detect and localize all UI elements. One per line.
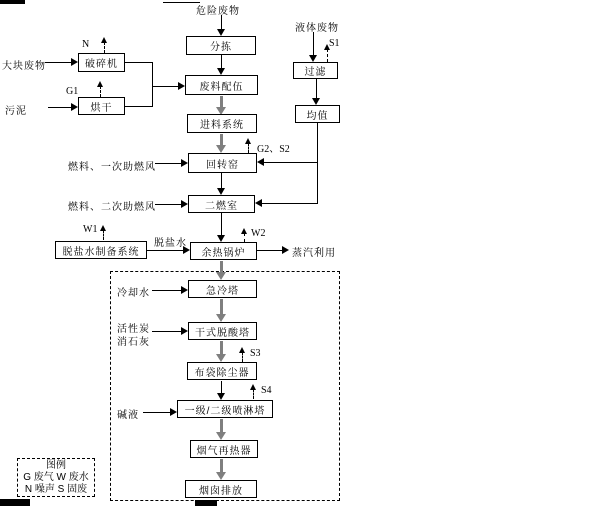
flow-line [221, 15, 222, 30]
arrowhead-up [250, 384, 256, 390]
flow-line-bulk [220, 459, 223, 472]
label-emission-s4: S4 [261, 385, 272, 396]
arrowhead-up [239, 347, 245, 353]
legend-box [17, 458, 95, 497]
arrowhead-right [71, 58, 78, 66]
arrowhead-down [309, 55, 317, 62]
flow-line [48, 107, 71, 108]
arrowhead-down [216, 314, 226, 322]
node-gas-reheater: 烟气再热器 [190, 440, 258, 458]
scan-artifact-line [163, 2, 200, 3]
flow-line [152, 62, 153, 107]
emission-dashed-line [327, 49, 328, 62]
emission-dashed-line [248, 143, 249, 153]
label-emission-s3: S3 [250, 348, 261, 359]
arrowhead-down [217, 29, 225, 36]
flow-line [221, 213, 222, 235]
flue-gas-treatment-region [110, 271, 340, 501]
flow-line [152, 331, 181, 332]
arrowhead-up [101, 37, 107, 43]
arrowhead-down [216, 145, 226, 153]
scan-artifact-bar [0, 0, 25, 4]
label-alkali-solution: 碱液 [117, 410, 139, 421]
label-sludge: 污泥 [5, 106, 27, 117]
label-liquid-waste: 液体废物 [295, 23, 339, 34]
flow-line [313, 32, 314, 55]
flow-line-bulk [220, 299, 223, 314]
label-emission-w1: W1 [83, 224, 98, 235]
node-spray-tower: 一级/二级喷淋塔 [177, 400, 273, 418]
emission-dashed-line [244, 233, 245, 242]
flow-line [317, 123, 318, 203]
arrowhead-down [217, 188, 225, 195]
label-cooling-water: 冷却水 [117, 288, 150, 299]
label-bulky-waste: 大块废物 [2, 61, 46, 72]
emission-dashed-line [253, 389, 254, 399]
node-quench-tower: 急冷塔 [188, 280, 257, 298]
label-emission-w2: W2 [251, 228, 266, 239]
node-crusher: 破碎机 [78, 53, 125, 72]
arrowhead-down [312, 98, 320, 105]
flow-line [152, 86, 178, 87]
arrowhead-right [181, 159, 188, 167]
flow-line [155, 204, 181, 205]
flow-line-bulk [220, 341, 223, 354]
arrowhead-left [257, 158, 264, 166]
node-dryer: 烘干 [78, 97, 125, 115]
flow-line [264, 162, 318, 163]
flow-line [125, 62, 152, 63]
node-equalization: 均值 [295, 105, 340, 123]
legend-row-gas-water: G 废气 W 废水 [23, 471, 89, 483]
label-hazardous-waste: 危险废物 [196, 6, 240, 17]
flow-line [221, 381, 222, 393]
legend-row-noise-solid: N 噪声 S 固废 [24, 483, 88, 495]
node-bag-filter: 布袋除尘器 [187, 362, 257, 380]
flow-line [147, 250, 183, 251]
flow-line [221, 173, 222, 188]
label-emission-g2-s2: G2、S2 [257, 144, 290, 155]
node-dry-deacidification-tower: 干式脱酸塔 [188, 322, 257, 340]
arrowhead-right [181, 200, 188, 208]
label-activated-carbon: 活性炭 [117, 324, 150, 335]
node-feeding-system: 进料系统 [187, 114, 257, 133]
label-slaked-lime: 消石灰 [117, 337, 150, 348]
node-demin-water-system: 脱盐水制备系统 [55, 241, 147, 259]
arrowhead-right [178, 82, 185, 90]
arrowhead-up [97, 81, 103, 87]
label-demin-water: 脱盐水 [154, 238, 187, 249]
node-rotary-kiln: 回转窑 [188, 153, 257, 173]
emission-dashed-line [103, 230, 104, 240]
flow-line-bulk [220, 261, 223, 272]
flow-line [262, 203, 318, 204]
arrowhead-right [282, 246, 289, 254]
arrowhead-right [170, 408, 177, 416]
arrowhead-right [181, 286, 188, 294]
flow-line [45, 62, 71, 63]
scan-artifact-bar [0, 499, 30, 506]
arrowhead-up [245, 138, 251, 144]
arrowhead-down [217, 68, 225, 75]
emission-dashed-line [104, 42, 105, 53]
flow-line-bulk [220, 419, 223, 432]
label-emission-n: N [82, 39, 90, 50]
node-stack-discharge: 烟囱排放 [185, 480, 257, 498]
label-fuel-primary-air: 燃料、一次助燃风 [68, 162, 156, 173]
flow-line [257, 250, 282, 251]
flow-line [221, 55, 222, 69]
label-emission-s1: S1 [329, 38, 340, 49]
arrowhead-left [255, 199, 262, 207]
arrowhead-down [216, 272, 226, 280]
node-blending: 废料配伍 [185, 75, 258, 95]
flow-line [152, 290, 181, 291]
arrowhead-right [181, 327, 188, 335]
node-secondary-combustion-chamber: 二燃室 [188, 195, 255, 213]
arrowhead-up [241, 228, 247, 234]
node-filtration: 过滤 [293, 62, 338, 79]
emission-dashed-line [242, 352, 243, 362]
legend-title: 图例 [46, 459, 66, 471]
node-waste-heat-boiler: 余热锅炉 [190, 242, 257, 260]
label-emission-g1: G1 [66, 86, 79, 97]
flow-line [316, 79, 317, 98]
label-steam-use: 蒸汽利用 [292, 248, 336, 259]
node-sorting: 分拣 [186, 36, 256, 55]
emission-dashed-line [100, 86, 101, 97]
arrowhead-down [216, 472, 226, 480]
arrowhead-up [100, 225, 106, 231]
flow-line [143, 412, 170, 413]
flow-line [125, 106, 152, 107]
label-fuel-secondary-air: 燃料、二次助燃风 [68, 202, 156, 213]
flow-line [155, 163, 181, 164]
arrowhead-down [217, 235, 225, 242]
arrowhead-down [217, 393, 225, 400]
arrowhead-down [216, 432, 226, 440]
arrowhead-right [71, 103, 78, 111]
arrowhead-down [216, 354, 226, 362]
